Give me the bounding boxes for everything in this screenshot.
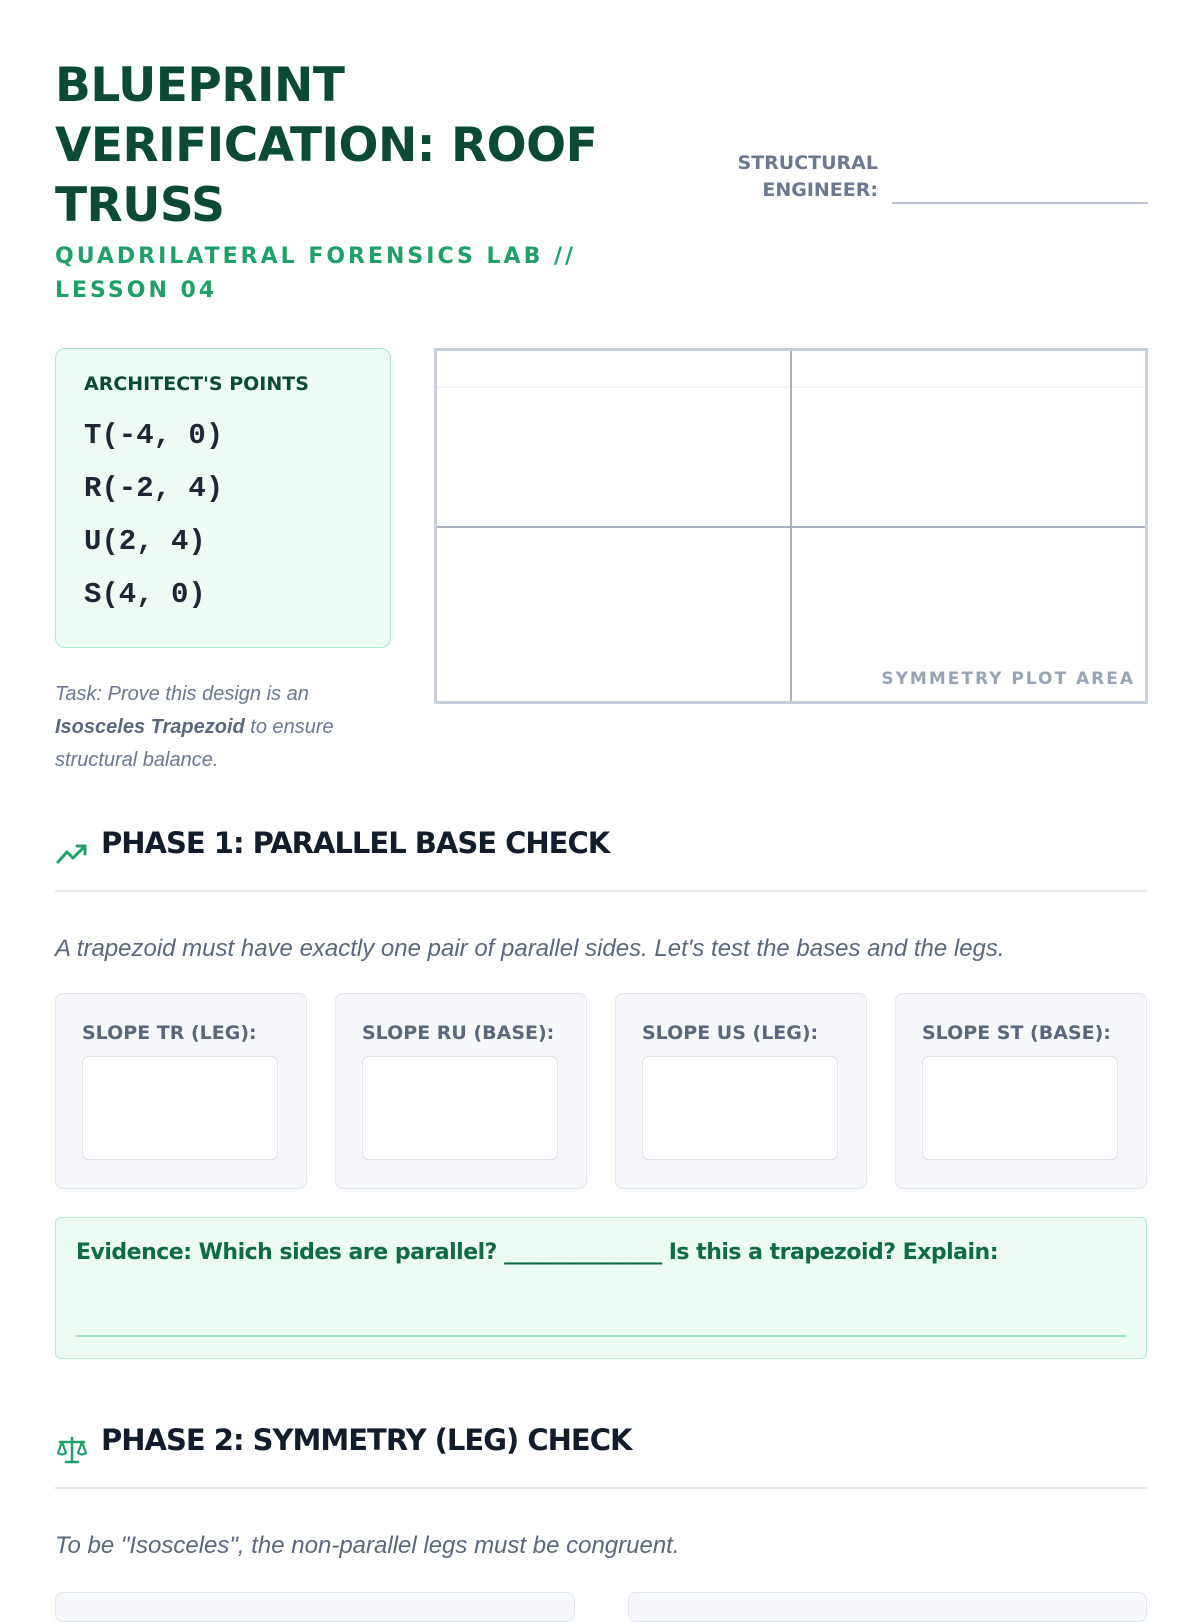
slope-label-tr: SLOPE TR (LEG): xyxy=(82,1022,257,1044)
phase2-title: PHASE 2: SYMMETRY (LEG) CHECK xyxy=(101,1423,632,1457)
point-s: S(4, 0) xyxy=(84,578,206,611)
architects-points-box xyxy=(55,348,391,648)
engineer-label: STRUCTURAL ENGINEER: xyxy=(737,152,878,201)
slope-card-tr xyxy=(55,993,307,1189)
plot-area-label: SYMMETRY PLOT AREA xyxy=(881,669,1135,689)
phase2-intro: To be "Isosceles", the non-parallel legs must be congruent. xyxy=(55,1532,680,1559)
slope-input-tr[interactable] xyxy=(82,1056,278,1160)
slope-card-ru xyxy=(335,993,587,1189)
task-prefix: Task: Prove this design is an xyxy=(55,683,309,705)
phase2-header xyxy=(55,1409,1147,1489)
phase1-intro: A trapezoid must have exactly one pair of parallel sides. Let's test the bases and the legs. xyxy=(55,935,1005,962)
page-title: BLUEPRINT VERIFICATION: ROOF TRUSS xyxy=(55,58,598,233)
task-description xyxy=(55,678,385,777)
engineer-signature-line[interactable] xyxy=(892,202,1148,204)
phase1-header xyxy=(55,812,1147,892)
slope-input-ru[interactable] xyxy=(362,1056,558,1160)
phase1-title: PHASE 1: PARALLEL BASE CHECK xyxy=(101,826,610,860)
point-r: R(-2, 4) xyxy=(84,472,224,505)
trending-up-icon xyxy=(55,836,89,870)
engineer-signature-field xyxy=(700,150,1148,206)
slope-input-st[interactable] xyxy=(922,1056,1118,1160)
slope-cards xyxy=(55,993,1147,1189)
task-suffix: to ensure structural balance. xyxy=(55,716,334,771)
evidence-answer-line[interactable] xyxy=(76,1335,1126,1337)
slope-label-st: SLOPE ST (BASE): xyxy=(922,1022,1111,1044)
points-heading: ARCHITECT'S POINTS xyxy=(84,373,309,395)
symmetry-plot-area[interactable] xyxy=(434,348,1148,704)
slope-card-st xyxy=(895,993,1147,1189)
page-subtitle: QUADRILATERAL FORENSICS LAB // LESSON 04 xyxy=(55,244,577,303)
phase2-leg-box-right xyxy=(628,1592,1147,1622)
slope-input-us[interactable] xyxy=(642,1056,838,1160)
slope-label-ru: SLOPE RU (BASE): xyxy=(362,1022,555,1044)
plot-grid xyxy=(437,351,1145,701)
evidence-prompt: Evidence: Which sides are parallel? _______________ Is this a trapezoid? Explain: xyxy=(76,1240,999,1265)
point-t: T(-4, 0) xyxy=(84,419,224,452)
slope-label-us: SLOPE US (LEG): xyxy=(642,1022,819,1044)
phase2-leg-box-left xyxy=(55,1592,575,1622)
slope-card-us xyxy=(615,993,867,1189)
scale-icon xyxy=(55,1433,89,1467)
point-u: U(2, 4) xyxy=(84,525,206,558)
task-emphasis: Isosceles Trapezoid xyxy=(55,716,245,738)
evidence-box xyxy=(55,1217,1147,1359)
